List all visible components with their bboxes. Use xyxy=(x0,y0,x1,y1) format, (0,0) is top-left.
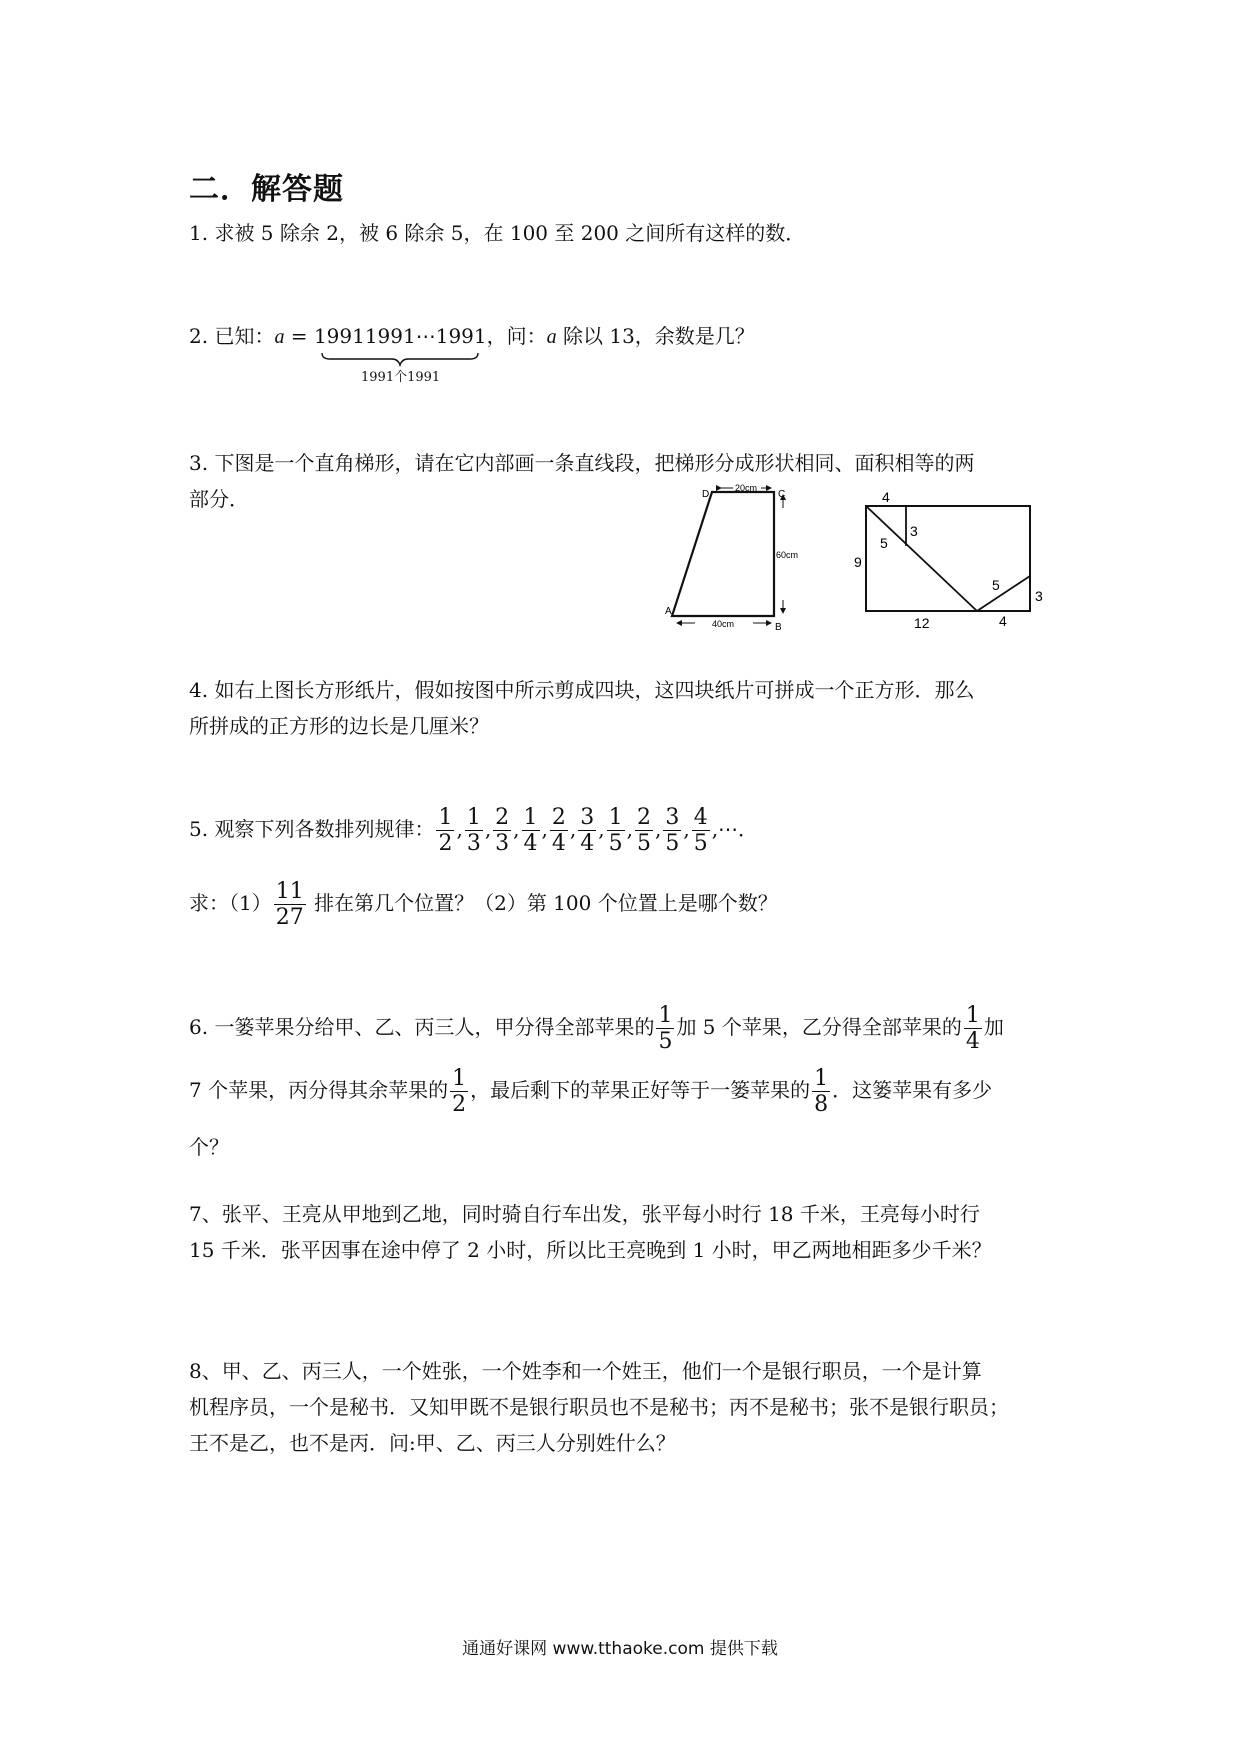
fraction-numerator: 3 xyxy=(580,805,595,830)
fraction-denominator: 2 xyxy=(452,1092,467,1118)
trap-label-top: 20cm xyxy=(735,483,758,493)
sequence-comma: , xyxy=(654,817,662,842)
fraction-denominator: 5 xyxy=(693,831,708,857)
fraction-denominator: 5 xyxy=(636,831,651,857)
sequence-fraction xyxy=(635,806,653,855)
question-7-line-2: 15 千米．张平因事在途中停了 2 小时，所以比王亮晚到 1 小时，甲乙两地相距多少千米？ xyxy=(189,1238,992,1262)
trap-label-a: A xyxy=(665,606,672,617)
trap-label-d: D xyxy=(702,489,710,500)
fraction-denominator: 27 xyxy=(275,905,304,931)
fraction-denominator: 4 xyxy=(551,831,566,857)
sequence-fraction xyxy=(550,806,568,855)
q2-var: a xyxy=(274,326,285,348)
fraction-numerator: 1 xyxy=(523,805,538,830)
question-5-line-1 xyxy=(189,806,758,855)
q2-suffix-a: ，问： xyxy=(486,324,547,348)
rect-label-mid3: 3 xyxy=(910,523,918,539)
q6-l1-c: 加 xyxy=(983,1015,1004,1040)
q5-line2-a: 求：（1） xyxy=(189,891,272,916)
rect-label-diag5a: 5 xyxy=(880,535,888,551)
fraction-denominator: 4 xyxy=(523,831,538,857)
fraction-numerator: 11 xyxy=(275,879,304,904)
q5-prefix: 5. 观察下列各数排列规律： xyxy=(189,817,435,842)
fraction-denominator: 4 xyxy=(965,1029,980,1055)
q5-fraction-sequence xyxy=(434,805,711,857)
fraction-denominator: 5 xyxy=(608,831,623,857)
section-title: 二．解答题 xyxy=(189,172,344,207)
sequence-comma: , xyxy=(513,817,520,842)
fraction-numerator: 1 xyxy=(608,805,623,830)
sequence-fraction xyxy=(522,806,540,855)
rect-label-right3: 3 xyxy=(1035,588,1043,604)
q6-l2-a: 7 个苹果，丙分得其余苹果的 xyxy=(189,1078,449,1103)
question-3-line-1: 3. 下图是一个直角梯形，请在它内部画一条直线段，把梯形分成形状相同、面积相等的两 xyxy=(189,451,975,475)
question-8-line-1: 8、甲、乙、丙三人，一个姓张，一个姓李和一个姓王，他们一个是银行职员，一个是计算 xyxy=(189,1359,982,1383)
q6-l1-a: 6. 一篓苹果分给甲、乙、丙三人，甲分得全部苹果的 xyxy=(189,1015,655,1040)
question-2 xyxy=(189,319,755,354)
sequence-fraction xyxy=(436,806,454,855)
q5-fraction-11-27 xyxy=(274,880,306,929)
fraction-denominator: 3 xyxy=(466,831,481,857)
sequence-comma: , xyxy=(541,817,548,842)
fraction-denominator: 8 xyxy=(814,1092,829,1118)
sequence-fraction xyxy=(493,806,511,855)
question-3-line-2: 部分． xyxy=(189,487,249,511)
sequence-fraction xyxy=(578,806,596,855)
sequence-comma: , xyxy=(598,817,605,842)
fraction-numerator: 1 xyxy=(814,1066,829,1091)
trap-label-right: 60cm xyxy=(776,550,799,560)
rect-label-bottom4: 4 xyxy=(999,613,1007,628)
trap-label-b: B xyxy=(775,622,782,632)
q2-prefix: 2. 已知： xyxy=(189,324,275,348)
fraction-numerator: 2 xyxy=(636,805,651,830)
q6-l1-b: 加 5 个苹果，乙分得全部苹果的 xyxy=(676,1015,962,1040)
q6-fraction-1-5 xyxy=(656,1004,674,1053)
question-5-line-2 xyxy=(189,880,778,929)
question-1: 1. 求被 5 除余 2，被 6 除余 5，在 100 至 200 之间所有这样的数． xyxy=(189,221,806,245)
rect-label-diag5b: 5 xyxy=(992,577,1000,593)
q6-fraction-1-8 xyxy=(812,1067,830,1116)
fraction-denominator: 4 xyxy=(580,831,595,857)
footer-source: 通通好课网 www.tthaoke.com 提供下载 xyxy=(462,1639,778,1659)
q5-suffix: ,⋯． xyxy=(711,817,759,842)
sequence-comma: , xyxy=(683,817,690,842)
sequence-comma: , xyxy=(456,817,463,842)
rect-label-left9: 9 xyxy=(854,554,862,570)
question-7-line-1: 7、张平、王亮从甲地到乙地，同时骑自行车出发，张平每小时行 18 千米，王亮每小时行 xyxy=(189,1202,980,1226)
q2-brace-label: 1991个1991 xyxy=(361,370,441,385)
question-8-line-2: 机程序员，一个是秘书．又知甲既不是银行职员也不是秘书；丙不是秘书；张不是银行职员； xyxy=(189,1395,1009,1419)
fraction-numerator: 1 xyxy=(466,805,481,830)
q2-var2: a xyxy=(546,326,557,348)
fraction-numerator: 2 xyxy=(551,805,566,830)
q5-line2-b: 排在第几个位置？（2）第 100 个位置上是哪个数？ xyxy=(307,891,778,916)
trap-label-c: C xyxy=(778,489,786,500)
trap-label-bottom: 40cm xyxy=(712,619,735,629)
q2-suffix-b: 除以 13，余数是几？ xyxy=(556,324,755,348)
question-4-line-2: 所拼成的正方形的边长是几厘米？ xyxy=(189,714,489,738)
sequence-fraction xyxy=(607,806,625,855)
q6-l2-b: ，最后剩下的苹果正好等于一篓苹果的 xyxy=(470,1078,811,1103)
fraction-denominator: 2 xyxy=(438,831,453,857)
q6-fraction-1-2 xyxy=(450,1067,468,1116)
q2-number: 19911991⋯1991 xyxy=(313,324,487,348)
rect-label-bottom12: 12 xyxy=(914,615,930,628)
question-4-line-1: 4. 如右上图长方形纸片，假如按图中所示剪成四块，这四块纸片可拼成一个正方形．那么 xyxy=(189,678,975,702)
sequence-fraction xyxy=(692,806,710,855)
fraction-numerator: 2 xyxy=(495,805,510,830)
q6-l2-c: ．这篓苹果有多少 xyxy=(832,1078,993,1103)
fraction-numerator: 3 xyxy=(665,805,680,830)
fraction-numerator: 1 xyxy=(658,1003,673,1028)
question-6-line-1 xyxy=(189,1004,1004,1053)
sequence-fraction xyxy=(663,806,681,855)
q6-fraction-1-4 xyxy=(964,1004,982,1053)
fraction-denominator: 5 xyxy=(665,831,680,857)
question-6-line-3: 个？ xyxy=(189,1135,229,1159)
sequence-comma: , xyxy=(484,817,492,842)
sequence-fraction xyxy=(465,806,483,855)
rectangle-dissection-figure xyxy=(852,490,1052,628)
fraction-denominator: 3 xyxy=(495,831,510,857)
sequence-comma: , xyxy=(569,817,577,842)
question-8-line-3: 王不是乙，也不是丙．问:甲、乙、丙三人分别姓什么？ xyxy=(189,1431,676,1455)
fraction-denominator: 5 xyxy=(658,1029,673,1055)
trapezoid-figure xyxy=(665,482,805,632)
fraction-numerator: 1 xyxy=(452,1066,467,1091)
rect-label-top4: 4 xyxy=(882,490,890,505)
sequence-comma: , xyxy=(626,817,633,842)
fraction-numerator: 4 xyxy=(693,805,708,830)
fraction-numerator: 1 xyxy=(438,805,453,830)
fraction-numerator: 1 xyxy=(965,1003,980,1028)
question-6-line-2 xyxy=(189,1067,992,1116)
q2-eq: = xyxy=(284,324,314,348)
